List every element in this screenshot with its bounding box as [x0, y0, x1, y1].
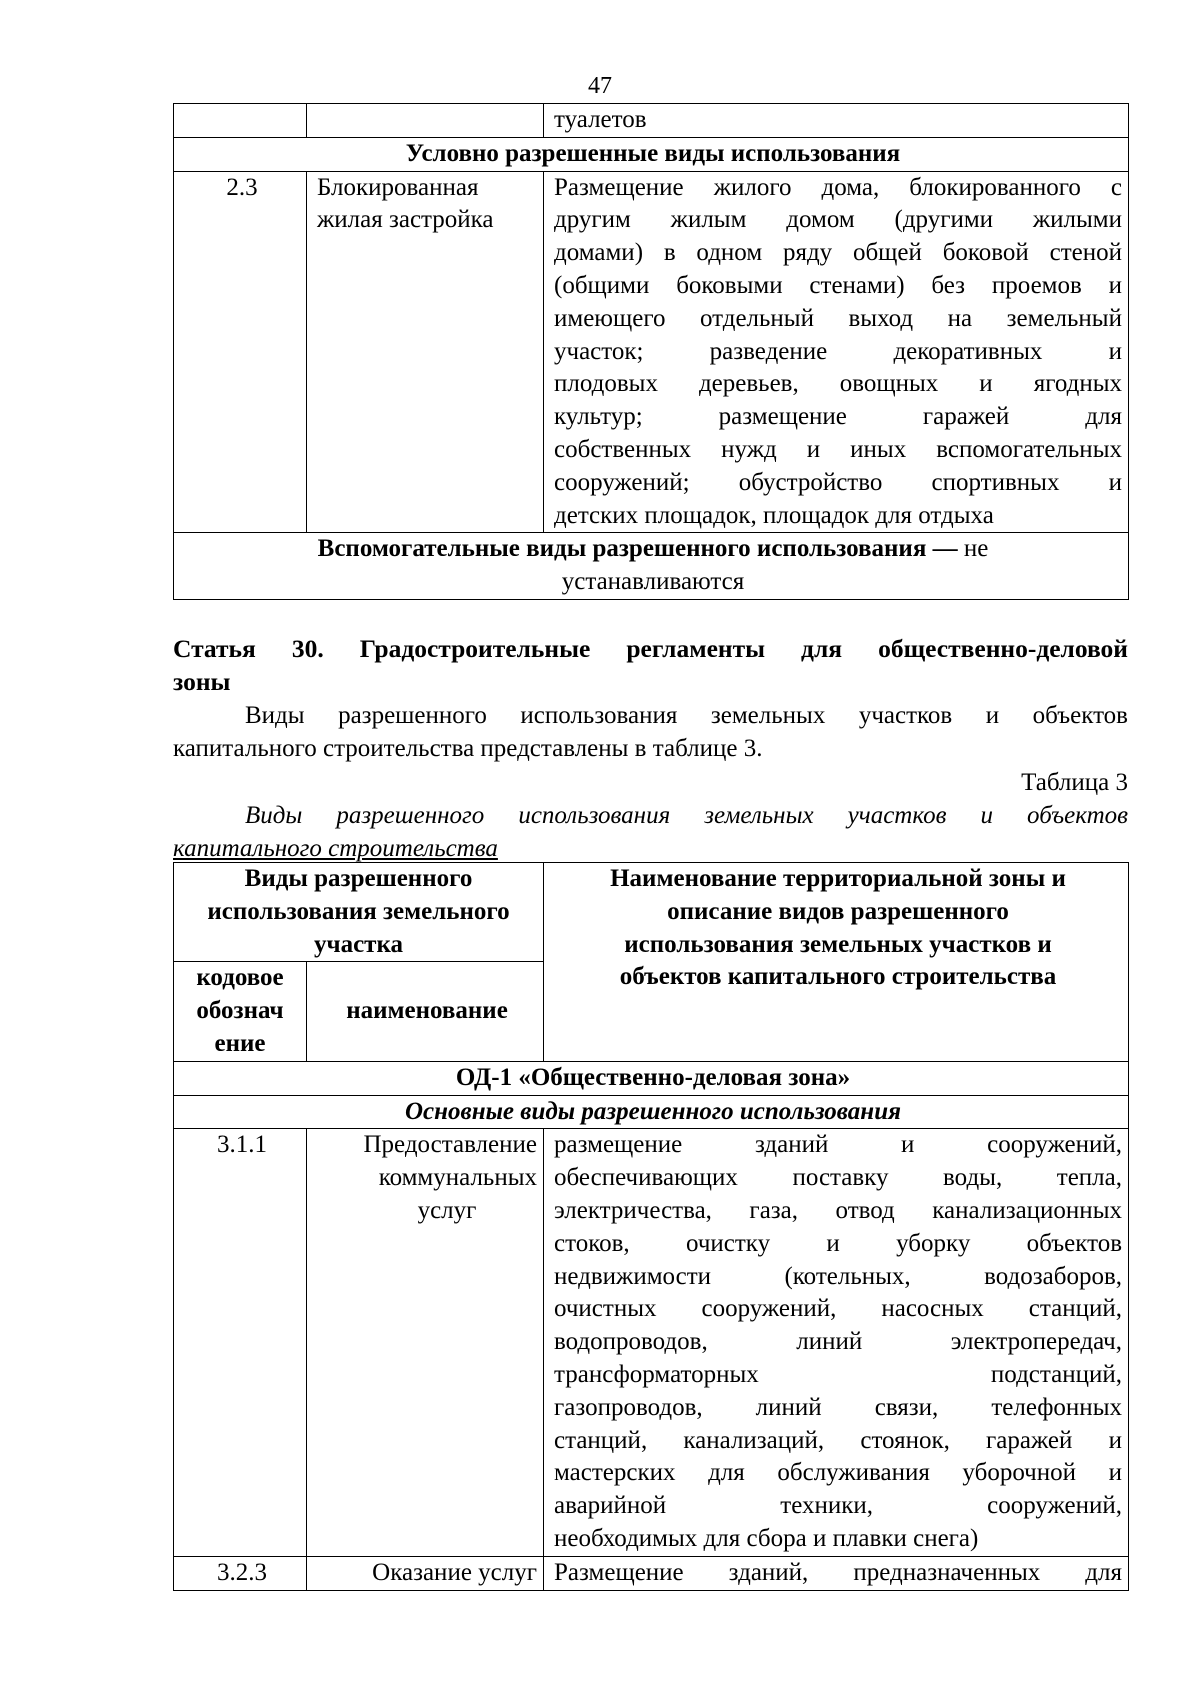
header-code: [174, 962, 307, 1061]
table-cell-description: [544, 1129, 1129, 1556]
zone-title-row: [174, 1061, 1129, 1095]
desc-line: Размещение жилого дома, блокированного с: [554, 173, 1122, 201]
section-auxiliary-uses: [174, 533, 1129, 600]
header-line: кодовое: [196, 964, 284, 992]
caption-line: капитального строительства: [173, 835, 498, 862]
header-name: наименование: [307, 962, 544, 1061]
table-cell-description: туалетов: [544, 104, 1129, 138]
article-heading-line: зоны: [173, 667, 231, 696]
table-cell-name: [307, 1129, 544, 1556]
desc-line: размещение зданий и сооружений,: [554, 1131, 1122, 1159]
desc-line: имеющего отдельный выход на земельный: [554, 304, 1122, 332]
table-row: [174, 1129, 1129, 1556]
desc-line: газопроводов, линий связи, телефонных: [554, 1393, 1122, 1421]
table-cell-code: 3.2.3: [174, 1556, 307, 1590]
table-cell-code: 2.3: [174, 171, 307, 533]
desc-line: домами) в одном ряду общей боковой стеной: [554, 239, 1122, 267]
table-cell-name: [307, 171, 544, 533]
zone-title: ОД-1 «Общественно-деловая зона»: [174, 1061, 1129, 1095]
permitted-use-table-3: [173, 862, 1129, 1591]
desc-line: плодовых деревьев, овощных и ягодных: [554, 370, 1122, 398]
desc-line: трансформаторных подстанций,: [554, 1360, 1122, 1388]
table-cell-code: [174, 104, 307, 138]
header-line: обознач: [196, 997, 284, 1025]
header-zone-description: [544, 863, 1129, 1062]
caption-line: Виды разрешенного использования земельных участков и объектов: [245, 802, 1128, 829]
header-line: Наименование территориальной зоны и: [610, 865, 1066, 892]
section-auxiliary-bold: Вспомогательные виды разрешенного использования —: [317, 535, 958, 563]
name-line: Предоставление: [363, 1131, 537, 1159]
name-line: жилая застройка: [317, 206, 494, 234]
name-line: коммунальных: [378, 1164, 537, 1192]
table-header-row: [174, 863, 1129, 962]
table-row: [174, 171, 1129, 533]
section-conditional-uses: Условно разрешенные виды использования: [174, 137, 1129, 171]
permitted-use-table-continuation: [173, 103, 1129, 600]
header-line: участка: [313, 930, 403, 958]
section-auxiliary-line2: устанавливаются: [561, 568, 745, 596]
desc-line: станций, канализаций, стоянок, гаражей и: [554, 1426, 1122, 1454]
desc-line: недвижимости (котельных, водозаборов,: [554, 1262, 1122, 1290]
desc-line: детских площадок, площадок для отдыха: [554, 501, 994, 529]
article-heading-line: Статья 30. Градостроительные регламенты для общественно-деловой: [173, 634, 1128, 663]
table-row: [174, 104, 1129, 138]
table-cell-name: [307, 104, 544, 138]
table-row: [174, 1556, 1129, 1590]
desc-line: (общими боковыми стенами) без проемов и: [554, 271, 1122, 299]
desc-line: культур; размещение гаражей для: [554, 403, 1122, 431]
table-cell-name: Оказание услуг: [307, 1556, 544, 1590]
desc-line: мастерских для обслуживания уборочной и: [554, 1459, 1122, 1487]
paragraph-line: Виды разрешенного использования земельных участков и объектов: [245, 702, 1128, 729]
desc-line: водопроводов, линий электропередач,: [554, 1328, 1122, 1356]
desc-line: сооружений; обустройство спортивных и: [554, 468, 1122, 496]
name-line: услуг: [417, 1196, 477, 1224]
desc-line: очистных сооружений, насосных станций,: [554, 1295, 1122, 1323]
desc-line: участок; разведение декоративных и: [554, 337, 1122, 365]
table-cell-description: [544, 171, 1129, 533]
paragraph-line: капитального строительства представлены в таблице 3.: [173, 735, 763, 762]
page-number: 47: [588, 73, 612, 99]
table-label: Таблица 3: [1021, 769, 1128, 796]
article-paragraph: [173, 699, 1128, 765]
section-auxiliary-rest: не: [963, 535, 989, 563]
name-line: Блокированная: [317, 173, 479, 201]
article-heading: [173, 632, 1128, 698]
desc-line: обеспечивающих поставку воды, тепла,: [554, 1164, 1122, 1192]
desc-line: необходимых для сбора и плавки снега): [554, 1524, 979, 1552]
desc-line: стоков, очистку и уборку объектов: [554, 1229, 1122, 1257]
header-line: ение: [214, 1029, 266, 1057]
table-cell-code: 3.1.1: [174, 1129, 307, 1556]
desc-line: электричества, газа, отвод канализационных: [554, 1196, 1122, 1224]
section-header-row: [174, 137, 1129, 171]
desc-line: аварийной техники, сооружений,: [554, 1492, 1122, 1520]
header-line: использования земельных участков и: [624, 930, 1052, 958]
header-line: Виды разрешенного: [244, 865, 473, 892]
header-permitted-use: [174, 863, 544, 962]
header-line: использования земельного: [207, 897, 510, 925]
header-line: объектов капитального строительства: [619, 963, 1057, 991]
section-header-row: [174, 533, 1129, 600]
table-caption: [173, 799, 1128, 865]
desc-line: Размещение зданий, предназначенных для: [554, 1558, 1122, 1586]
section-main-uses: Основные виды разрешенного использования: [174, 1095, 1129, 1129]
header-line: описание видов разрешенного: [667, 897, 1009, 925]
section-header-row: [174, 1095, 1129, 1129]
desc-line: другим жилым домом (другими жилыми: [554, 206, 1122, 234]
desc-line: собственных нужд и иных вспомогательных: [554, 435, 1122, 463]
table-cell-description: [544, 1556, 1129, 1590]
